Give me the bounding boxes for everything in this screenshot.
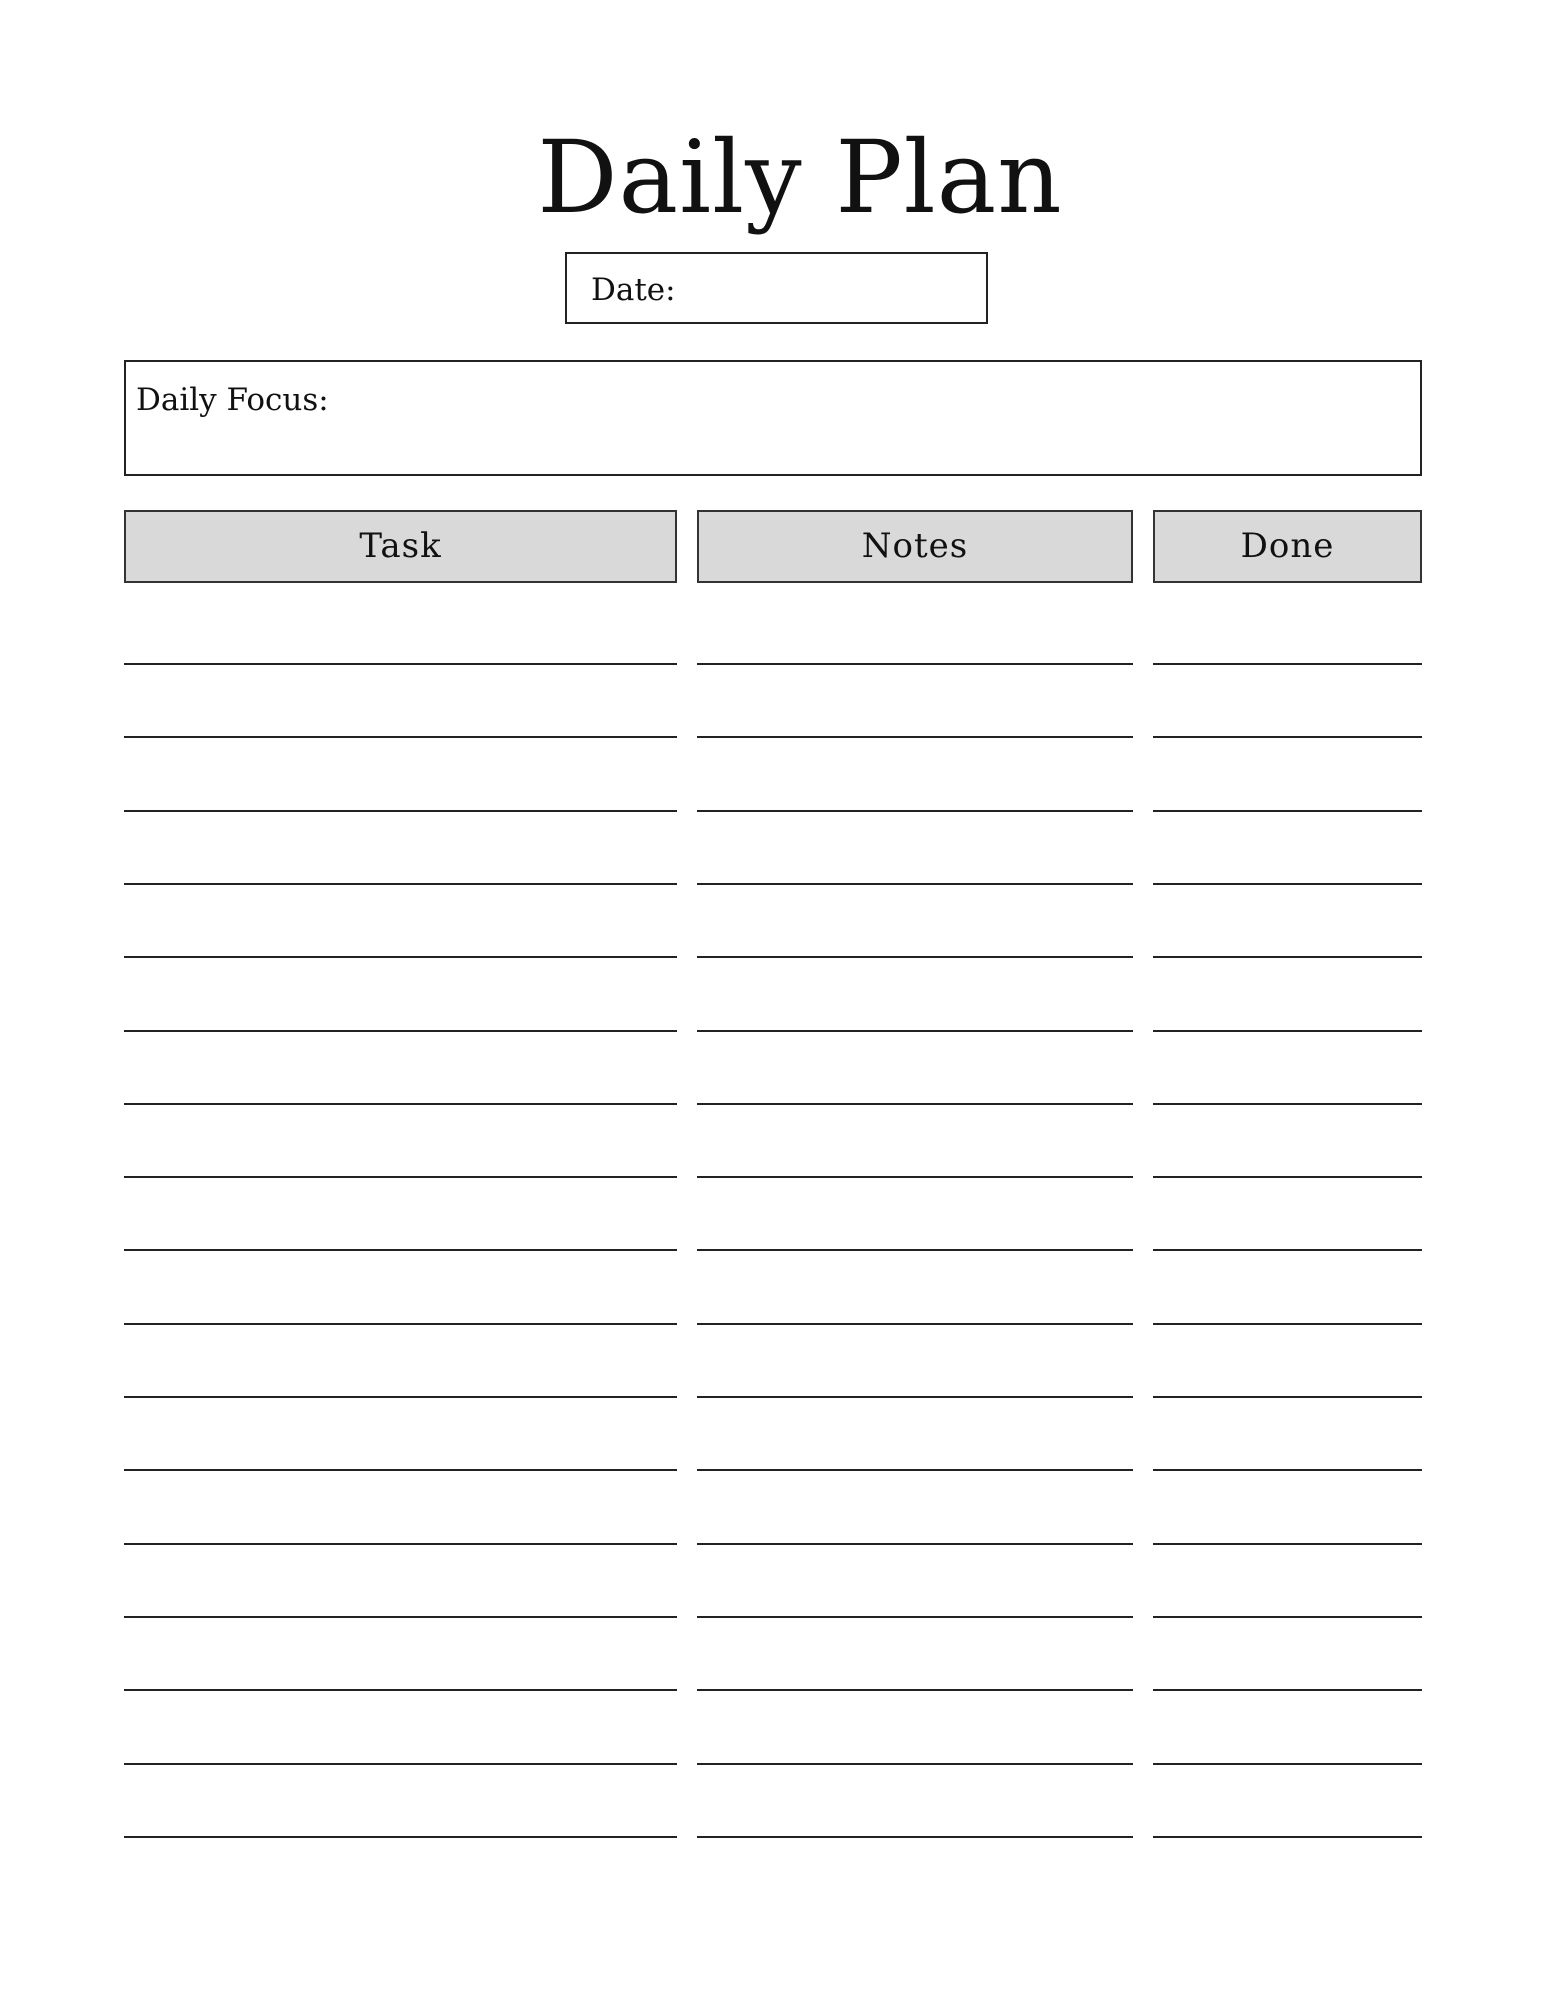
line-done[interactable] (1153, 663, 1422, 665)
line-done[interactable] (1153, 883, 1422, 885)
line-task[interactable] (124, 1249, 677, 1251)
line-task[interactable] (124, 1103, 677, 1105)
line-task[interactable] (124, 736, 677, 738)
line-done[interactable] (1153, 1836, 1422, 1838)
line-notes[interactable] (697, 956, 1133, 958)
line-done[interactable] (1153, 1616, 1422, 1618)
line-done[interactable] (1153, 1396, 1422, 1398)
line-notes[interactable] (697, 883, 1133, 885)
line-notes[interactable] (697, 1030, 1133, 1032)
daily-focus-label: Daily Focus: (136, 382, 329, 418)
line-notes[interactable] (697, 663, 1133, 665)
line-task[interactable] (124, 1469, 677, 1471)
line-notes[interactable] (697, 1469, 1133, 1471)
line-task[interactable] (124, 883, 677, 885)
page-title: Daily Plan (537, 119, 1063, 236)
column-header-done: Done (1153, 510, 1422, 583)
line-task[interactable] (124, 1763, 677, 1765)
line-done[interactable] (1153, 1763, 1422, 1765)
line-notes[interactable] (697, 1249, 1133, 1251)
line-task[interactable] (124, 1616, 677, 1618)
line-task[interactable] (124, 1543, 677, 1545)
line-done[interactable] (1153, 1543, 1422, 1545)
line-notes[interactable] (697, 1836, 1133, 1838)
line-notes[interactable] (697, 1763, 1133, 1765)
line-done[interactable] (1153, 1689, 1422, 1691)
line-notes[interactable] (697, 1176, 1133, 1178)
line-task[interactable] (124, 810, 677, 812)
line-task[interactable] (124, 1030, 677, 1032)
date-field[interactable] (565, 252, 988, 324)
line-done[interactable] (1153, 1249, 1422, 1251)
line-done[interactable] (1153, 1030, 1422, 1032)
line-task[interactable] (124, 663, 677, 665)
column-header-task: Task (124, 510, 677, 583)
line-task[interactable] (124, 1176, 677, 1178)
line-done[interactable] (1153, 956, 1422, 958)
line-done[interactable] (1153, 736, 1422, 738)
line-task[interactable] (124, 1323, 677, 1325)
line-done[interactable] (1153, 1103, 1422, 1105)
line-notes[interactable] (697, 736, 1133, 738)
line-notes[interactable] (697, 1396, 1133, 1398)
line-done[interactable] (1153, 810, 1422, 812)
line-notes[interactable] (697, 1689, 1133, 1691)
line-notes[interactable] (697, 810, 1133, 812)
line-done[interactable] (1153, 1323, 1422, 1325)
daily-focus-field[interactable] (124, 360, 1422, 476)
line-task[interactable] (124, 1396, 677, 1398)
line-notes[interactable] (697, 1103, 1133, 1105)
line-task[interactable] (124, 1836, 677, 1838)
line-notes[interactable] (697, 1323, 1133, 1325)
column-header-notes: Notes (697, 510, 1133, 583)
line-task[interactable] (124, 956, 677, 958)
line-done[interactable] (1153, 1469, 1422, 1471)
line-done[interactable] (1153, 1176, 1422, 1178)
date-label: Date: (591, 272, 676, 308)
line-notes[interactable] (697, 1543, 1133, 1545)
line-task[interactable] (124, 1689, 677, 1691)
line-notes[interactable] (697, 1616, 1133, 1618)
